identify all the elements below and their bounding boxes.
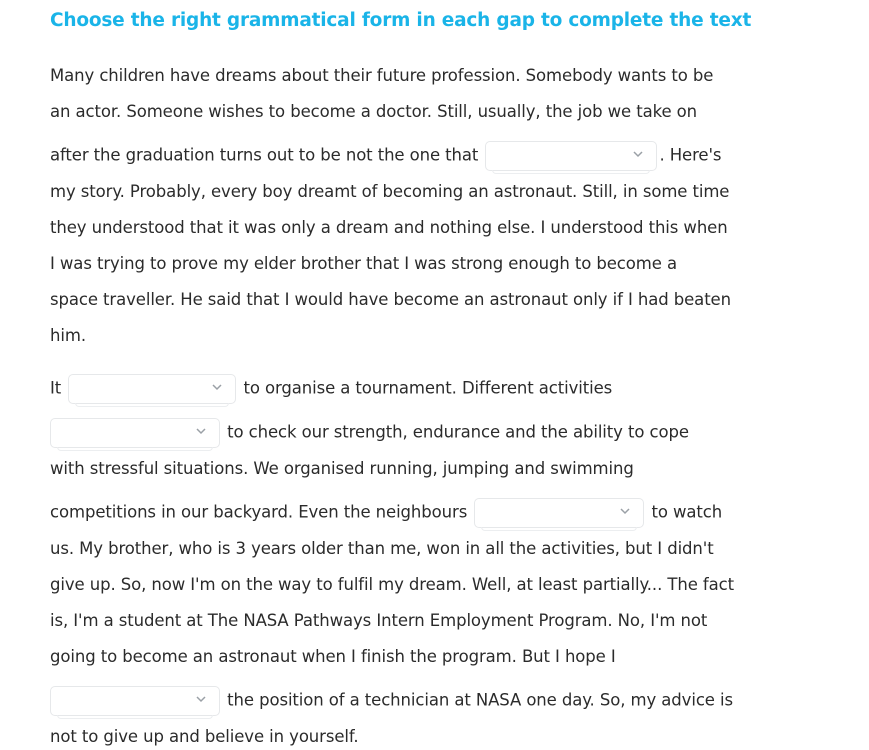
text-line <box>50 374 612 404</box>
text-line: I was trying to prove my elder brother that I was strong enough to become a <box>50 254 677 273</box>
text-line: an actor. Someone wishes to become a doctor. Still, usually, the job we take on <box>50 102 698 121</box>
text-line <box>50 141 721 171</box>
text-line: my story. Probably, every boy dreamt of becoming an astronaut. Still, in some time <box>50 182 730 201</box>
gap-dropdown-5[interactable] <box>50 686 220 716</box>
text-line: give up. So, now I'm on the way to fulfil my dream. Well, at least partially... The fact <box>50 575 734 594</box>
text-line: going to become an astronaut when I finish the program. But I hope I <box>50 647 616 666</box>
text-line <box>50 686 733 716</box>
gap-dropdown-3[interactable] <box>50 418 220 448</box>
chevron-down-icon <box>195 425 207 437</box>
text-segment: to check our strength, endurance and the ability to cope <box>227 422 689 442</box>
text-line: with stressful situations. We organised running, jumping and swimming <box>50 459 634 478</box>
task-title: Choose the right grammatical form in each gap to complete the text <box>50 10 752 31</box>
text-segment: competitions in our backyard. Even the neighbours <box>50 502 468 522</box>
text-segment: after the graduation turns out to be not the one that <box>50 145 479 165</box>
chevron-down-icon <box>211 381 223 393</box>
text-line: us. My brother, who is 3 years older than me, won in all the activities, but I didn't <box>50 539 714 558</box>
text-line <box>50 418 689 448</box>
text-line: they understood that it was only a dream and nothing else. I understood this when <box>50 218 728 237</box>
gap-dropdown-1[interactable] <box>485 141 657 171</box>
text-line: space traveller. He said that I would have become an astronaut only if I had beaten <box>50 290 731 309</box>
chevron-down-icon <box>195 693 207 705</box>
text-line: not to give up and believe in yourself. <box>50 727 359 746</box>
gap-dropdown-2[interactable] <box>68 374 236 404</box>
text-line: Many children have dreams about their future profession. Somebody wants to be <box>50 66 714 85</box>
text-segment: to watch <box>651 502 723 522</box>
gap-dropdown-4[interactable] <box>474 498 644 528</box>
chevron-down-icon <box>632 148 644 160</box>
text-line: is, I'm a student at The NASA Pathways Intern Employment Program. No, I'm not <box>50 611 708 630</box>
text-segment: It <box>50 378 62 398</box>
text-segment: to organise a tournament. Different activities <box>243 378 613 398</box>
chevron-down-icon <box>619 505 631 517</box>
text-segment: the position of a technician at NASA one day. So, my advice is <box>227 690 733 710</box>
text-line: him. <box>50 326 86 345</box>
text-segment: . Here's <box>659 145 722 165</box>
text-line <box>50 498 722 528</box>
